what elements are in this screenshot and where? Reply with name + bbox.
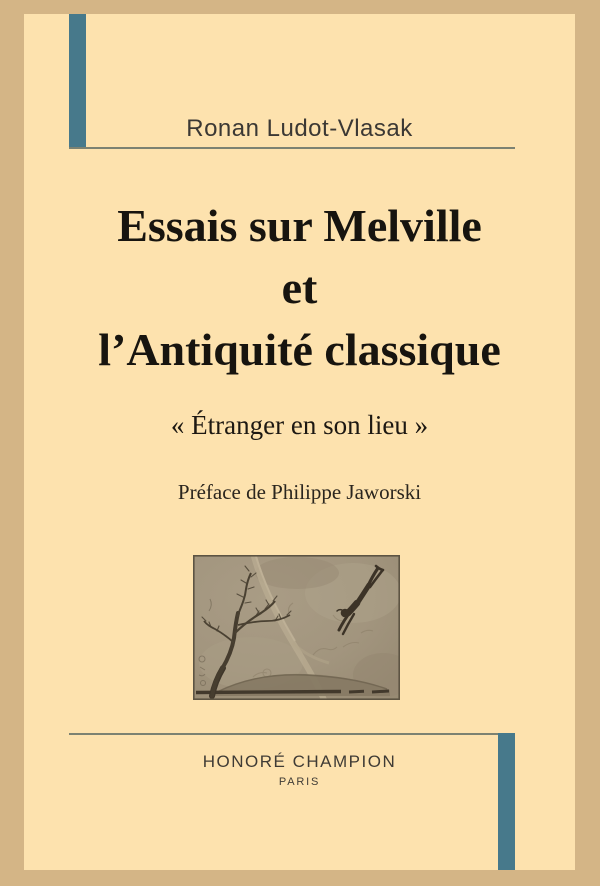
title-line-3: l’Antiquité classique [98,324,501,375]
author-name: Ronan Ludot-Vlasak [186,115,413,142]
cover-page [24,14,575,870]
book-title [24,195,575,381]
publisher-block [24,752,575,788]
title-line-1: Essais sur Melville [117,200,482,251]
publisher-city: PARIS [278,776,321,788]
book-subtitle: « Étranger en son lieu » [170,410,429,440]
diver-fresco-illustration [193,555,400,700]
preface-credit: Préface de Philippe Jaworski [177,480,422,504]
author-rule [69,147,515,149]
diver-fresco-image [193,555,400,700]
title-line-2: et [281,262,318,313]
publisher-rule [69,733,515,735]
publisher-name: HONORÉ CHAMPION [202,752,397,771]
